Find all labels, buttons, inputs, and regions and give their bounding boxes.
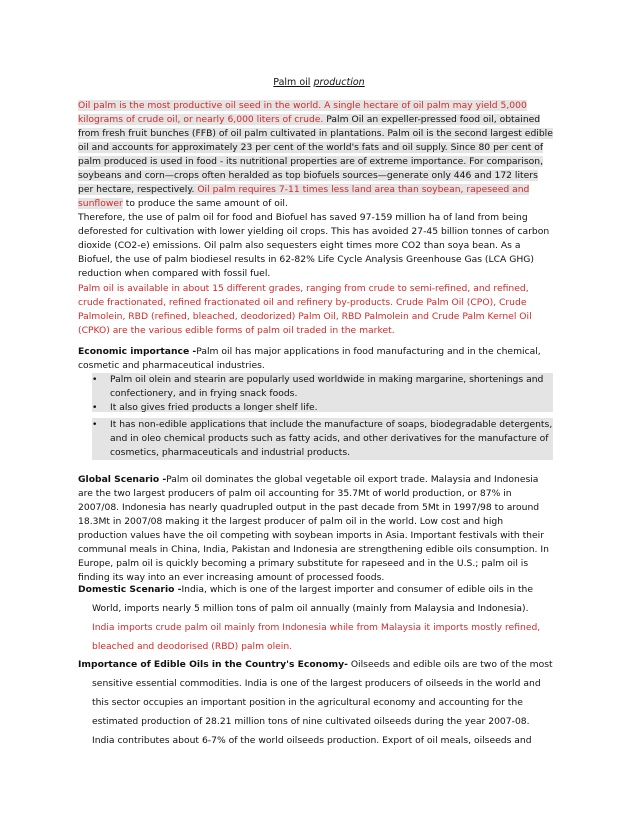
bullet-text: It has non-edible applications that include the manufacture of soaps, biodegradable detergents, and in oleo chemical products such as fatty acids, and other derivatives for the manufacture of cosmetics, pharmaceuticals and industrial products. xyxy=(110,419,553,458)
economy-text: Oilseeds and edible oils are two of the most sensitive essential commodities. India is one of the largest producers of oilseeds in the world and this sector occupies an important position in the agricultural economy and accounting for the estimated production of 28.21 million tons of nine cultivated oilseeds during the year 2007-08. India contributes about 6-7% of the world oilseeds production. Export of oil meals, oilseeds and xyxy=(92,659,553,746)
grades-paragraph: Palm oil is available in about 15 different grades, ranging from crude to semi-refined, and refined, crude fractionated, refined fractionated oil and refinery by-products. Crude Palm Oil (CPO), Crude Palmolein, RBD (refined, bleached, deodorized) Palm Oil, RBD Palmolein and Crude Palm Kernel Oil (CPKO) are the various edible forms of palm oil traded in the market. xyxy=(78,283,532,336)
domestic-first xyxy=(78,580,553,618)
bullet-icon: • xyxy=(92,402,98,413)
domestic-red: India imports crude palm oil mainly from Indonesia while from Malaysia it imports mostly refined, bleached and deodorised (RBD) palm olein. xyxy=(92,622,541,652)
economy-heading: Importance of Edible Oils in the Country's Economy- xyxy=(78,659,348,670)
intro-red-2: Oil palm requires 7-11 times less land area than soybean, rapeseed and sunflower xyxy=(78,184,530,209)
page-title xyxy=(0,76,638,89)
economic-text: Palm oil has major applications in food manufacturing and in the chemical, cosmetic and pharmaceutical industries. xyxy=(78,346,541,371)
intro-red-1: Oil palm is the most productive oil seed in the world. A single hectare of oil palm may yield 5,000 kilograms of crude oil, or nearly 6,000 liters of crude. xyxy=(78,100,527,125)
title-part1: Palm oil xyxy=(273,77,311,88)
title-part2: production xyxy=(313,77,365,88)
bullet-item xyxy=(92,418,553,460)
biofuel-paragraph: Therefore, the use of palm oil for food and Biofuel has saved 97-159 million ha of land from being deforested for cultivation with lower yielding oil crops. This has avoided 27-45 billion tonnes of carbon dioxide (CO2-e) emissions. Oil palm also sequesters eight times more CO2 than soya bean. As a Biofuel, the use of palm biodiesel results in 62-82% Life Cycle Analysis Greenhouse Gas (LCA GHG) reduction when compared with fossil fuel. xyxy=(78,212,550,279)
intro-paragraph xyxy=(78,99,553,211)
domestic-heading: Domestic Scenario - xyxy=(78,584,182,595)
intro-black-2: to produce the same amount of oil. xyxy=(122,198,288,209)
domestic-scenario-paragraph xyxy=(78,580,553,656)
bullet-icon: • xyxy=(92,419,98,430)
bullet-icon: • xyxy=(92,374,98,385)
global-text: Palm oil dominates the global vegetable oil export trade. Malaysia and Indonesia are the two largest producers of palm oil accounting for 35.7Mt of world production, or 87% in 2007/08. Indonesia has nearly quadrupled output in the past decade from 5Mt in 1997/98 to around 18.3Mt in 2007/08 making it the largest producer of palm oil in the world. Low cost and high production values have the oil competing with soybean imports in Asia. Important festivals with their communal meals in China, India, Pakistan and Indonesia are strengthening edible oils consumption. In Europe, palm oil is quickly becoming a primary substitute for rapeseed and in the U.S.; palm oil is finding its way into an ever increasing amount of processed foods. xyxy=(78,474,549,583)
global-scenario-paragraph xyxy=(78,473,553,585)
bullet-item xyxy=(92,373,553,401)
bullet-list-top xyxy=(92,373,553,412)
domestic-text: India, which is one of the largest importer and consumer of edible oils in the World, imports nearly 5 million tons of palm oil annually (mainly from Malaysia and Indonesia). xyxy=(92,584,534,614)
global-heading: Global Scenario - xyxy=(78,474,167,485)
economy-body xyxy=(78,655,553,750)
bullet-text: It also gives fried products a longer shelf life. xyxy=(110,402,318,413)
bullet-list-bottom xyxy=(92,418,553,460)
bullet-item xyxy=(92,401,553,415)
economic-heading: Economic importance - xyxy=(78,346,197,357)
intro-black-1: Palm Oil an expeller-pressed food oil, obtained from fresh fruit bunches (FFB) of oil palm cultivated in plantations. Palm oil is the second largest edible oil and accounts for approximately 23 per cent of the world's fats and oil supply. Since 80 per cent of palm produced is used in food - its nutritional properties are of extreme importance. For comparison, soybeans and corn—crops often heralded as top biofuels sources—generate only 446 and 172 liters per hectare, respectively. xyxy=(78,114,553,195)
bullet-text: Palm oil olein and stearin are popularly used worldwide in making margarine, shortenings and confectionery, and in frying snack foods. xyxy=(110,374,544,399)
economic-importance-paragraph xyxy=(78,345,553,373)
economy-paragraph xyxy=(78,655,553,750)
